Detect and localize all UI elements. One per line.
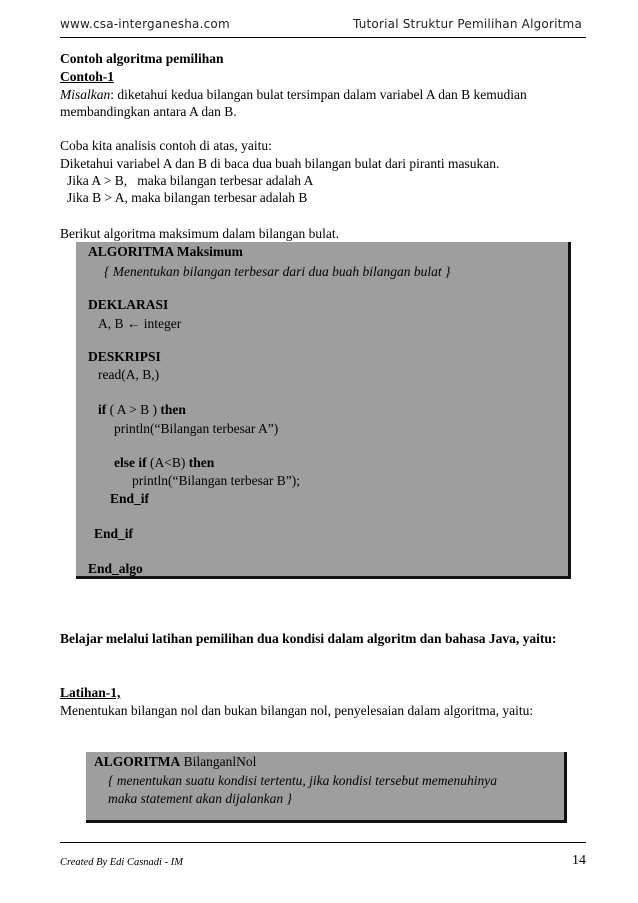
if-keyword: if bbox=[98, 402, 107, 417]
latihan-label: Latihan-1, bbox=[60, 685, 121, 700]
algo2-name: BilanganlNol bbox=[180, 754, 257, 769]
latihan-text: Menentukan bilangan nol dan bukan bilangan nol, penyelesaian dalam algoritma, yaitu: bbox=[60, 703, 534, 718]
end-if-outer: End_if bbox=[94, 526, 134, 541]
header-site: www.csa-interganesha.com bbox=[60, 17, 230, 31]
then-keyword-2: then bbox=[188, 455, 215, 470]
misalkan-text-2: membandingkan antara A dan B. bbox=[60, 104, 237, 119]
algo2-comment-2: maka statement akan dijalankan } bbox=[108, 791, 292, 806]
page-footer bbox=[60, 842, 586, 868]
contoh-label: Contoh-1 bbox=[60, 69, 115, 84]
jika-line-2: Jika B > A, maka bilangan terbesar adalah B bbox=[67, 190, 308, 205]
algo2-keyword: ALGORITMA bbox=[94, 754, 181, 769]
algo2-title bbox=[94, 753, 256, 770]
page-number: 14 bbox=[572, 853, 586, 868]
diketahui-text: Diketahui variabel A dan B di baca dua buah bilangan bulat dari piranti masukan. bbox=[60, 156, 500, 171]
header-title: Tutorial Struktur Pemilihan Algoritma bbox=[353, 17, 582, 31]
if-line bbox=[98, 401, 186, 418]
belajar-heading: Belajar melalui latihan pemilihan dua kondisi dalam algoritm dan bahasa Java, yaitu: bbox=[60, 631, 557, 646]
algo-title: ALGORITMA Maksimum bbox=[88, 244, 243, 259]
algorithm-box-maksimum bbox=[76, 242, 571, 579]
page-header bbox=[60, 15, 586, 38]
misalkan-paragraph bbox=[60, 86, 588, 103]
deklarasi-label: DEKLARASI bbox=[88, 297, 169, 312]
misalkan-text: : diketahui kedua bilangan bulat tersimpan dalam variabel A dan B kemudian bbox=[110, 87, 527, 102]
else-if-condition: (A<B) bbox=[146, 455, 189, 470]
analisis-text: Coba kita analisis contoh di atas, yaitu: bbox=[60, 138, 272, 153]
declaration-line: A, B ← integer bbox=[98, 316, 182, 331]
println-b-line: println(“Bilangan terbesar B”); bbox=[132, 473, 300, 488]
else-if-line bbox=[114, 454, 214, 471]
algorithm-box-bilangan-nol bbox=[86, 752, 567, 823]
deskripsi-label: DESKRIPSI bbox=[88, 349, 161, 364]
berikut-text: Berikut algoritma maksimum dalam bilangan bulat. bbox=[60, 226, 339, 241]
if-condition: ( A > B ) bbox=[106, 402, 161, 417]
algo-comment: { Menentukan bilangan terbesar dari dua buah bilangan bulat } bbox=[104, 264, 451, 279]
end-if-inner: End_if bbox=[110, 491, 150, 506]
println-a-line: println(“Bilangan terbesar A”) bbox=[114, 421, 279, 436]
footer-author: Created By Edi Casnadi - IM bbox=[60, 857, 183, 868]
misalkan-label: Misalkan bbox=[60, 87, 111, 102]
jika-line-1: Jika A > B, maka bilangan terbesar adalah A bbox=[67, 173, 314, 188]
read-line: read(A, B,) bbox=[98, 367, 160, 382]
else-if-keyword: else if bbox=[114, 455, 147, 470]
algo2-comment-1: { menentukan suatu kondisi tertentu, jika kondisi tersebut memenuhinya bbox=[108, 773, 497, 788]
end-algo: End_algo bbox=[88, 561, 143, 576]
section-title: Contoh algoritma pemilihan bbox=[60, 51, 224, 66]
then-keyword: then bbox=[160, 402, 186, 417]
